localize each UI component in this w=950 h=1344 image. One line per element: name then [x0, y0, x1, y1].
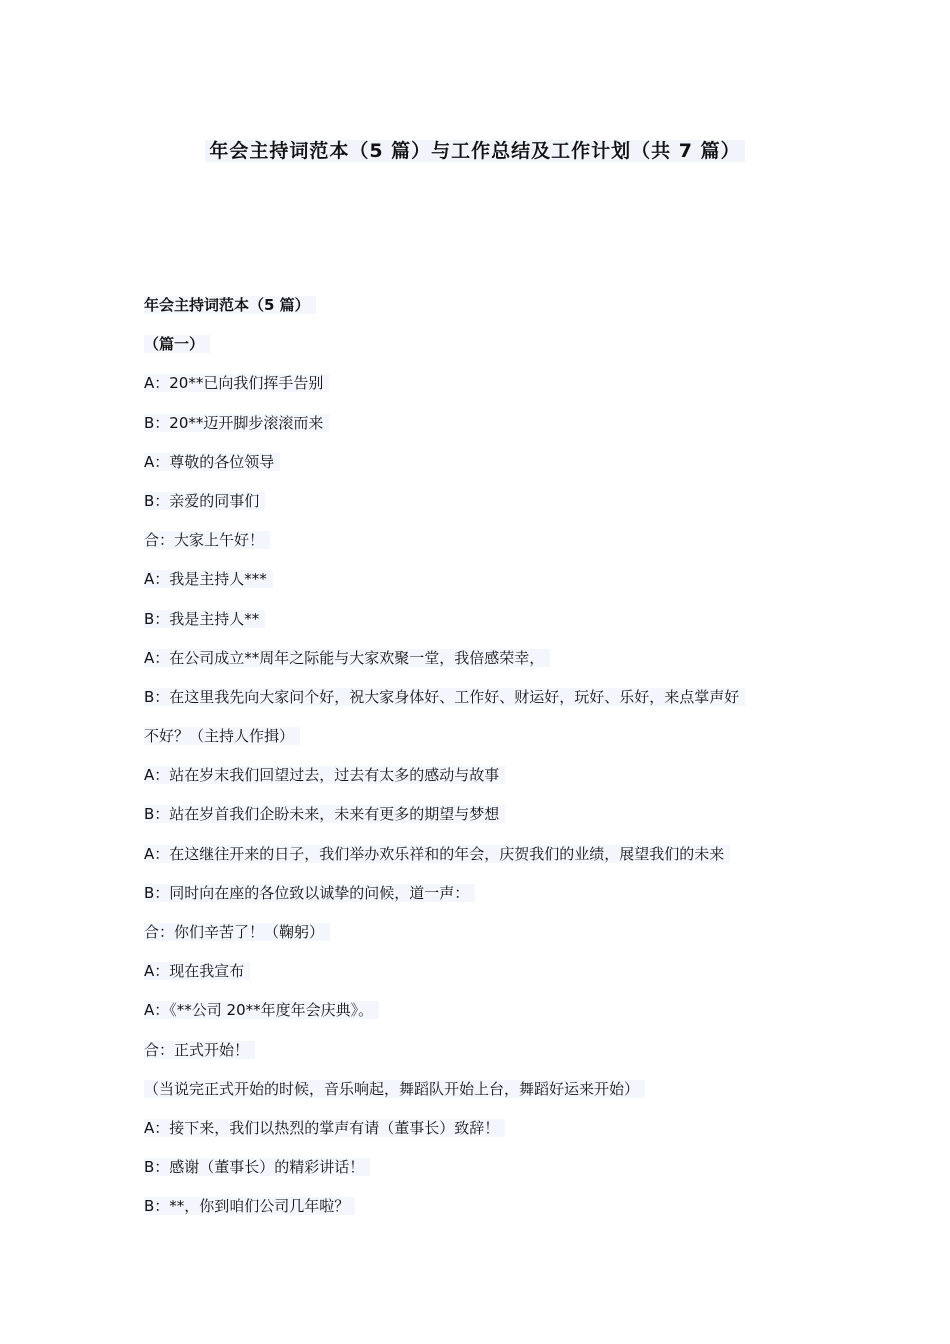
line-text: A：现在我宣布 [144, 962, 250, 980]
line-text: A：在这继往开来的日子，我们举办欢乐祥和的年会，庆贺我们的业绩，展望我们的未来 [144, 845, 730, 863]
line-text: 不好？（主持人作揖） [144, 727, 300, 745]
line-text: A：尊敬的各位领导 [144, 453, 280, 471]
paragraph-line [144, 761, 794, 800]
paragraph-line [144, 800, 794, 839]
line-text: B：20**迈开脚步滚滚而来 [144, 414, 329, 432]
paragraph-line [144, 526, 794, 565]
paragraph-line [144, 1075, 794, 1114]
paragraph-line [144, 369, 794, 408]
document-title-text: 年会主持词范本（5 篇）与工作总结及工作计划（共 7 篇） [205, 140, 744, 162]
line-text: 年会主持词范本（5 篇） [144, 296, 316, 314]
paragraph-line [144, 487, 794, 526]
line-text: A：接下来，我们以热烈的掌声有请（董事长）致辞！ [144, 1119, 505, 1137]
paragraph-line [144, 1114, 794, 1153]
line-text: B：亲爱的同事们 [144, 492, 265, 510]
paragraph-line [144, 996, 794, 1035]
line-text: 合：正式开始！ [144, 1041, 255, 1059]
line-text: A：在公司成立**周年之际能与大家欢聚一堂，我倍感荣幸， [144, 649, 550, 667]
paragraph-line [144, 565, 794, 604]
paragraph-line [144, 644, 794, 683]
paragraph-line [144, 1036, 794, 1075]
paragraph-line [144, 409, 794, 448]
paragraph-line [144, 840, 794, 879]
line-text: A：站在岁末我们回望过去，过去有太多的感动与故事 [144, 766, 505, 784]
paragraph-line [144, 957, 794, 996]
line-text: A：20**已向我们挥手告别 [144, 374, 329, 392]
line-text: B：我是主持人** [144, 610, 265, 628]
paragraph-line [144, 1192, 794, 1231]
line-text: B：同时向在座的各位致以诚挚的问候，道一声： [144, 884, 475, 902]
line-text: 合：你们辛苦了！（鞠躬） [144, 923, 330, 941]
line-text: B：站在岁首我们企盼未来，未来有更多的期望与梦想 [144, 805, 505, 823]
document-title [0, 138, 950, 164]
line-text: A：《**公司 20**年度年会庆典》。 [144, 1001, 379, 1019]
line-text: B：**，你到咱们公司几年啦？ [144, 1197, 355, 1215]
paragraph-line [144, 918, 794, 957]
paragraph-line [144, 879, 794, 918]
line-text: B：感谢（董事长）的精彩讲话！ [144, 1158, 370, 1176]
paragraph-line [144, 1153, 794, 1192]
paragraph-line [144, 605, 794, 644]
line-text: A：我是主持人*** [144, 570, 273, 588]
paragraph-line [144, 683, 794, 722]
section-heading [144, 291, 794, 330]
line-text: （当说完正式开始的时候，音乐响起，舞蹈队开始上台，舞蹈好运来开始） [144, 1080, 645, 1098]
line-text: B：在这里我先向大家问个好，祝大家身体好、工作好、财运好，玩好、乐好，来点掌声好 [144, 688, 745, 706]
paragraph-line [144, 448, 794, 487]
paragraph-line [144, 722, 794, 761]
document-body [144, 291, 794, 1232]
line-text: （篇一） [144, 335, 210, 353]
line-text: 合：大家上午好！ [144, 531, 270, 549]
section-heading [144, 330, 794, 369]
